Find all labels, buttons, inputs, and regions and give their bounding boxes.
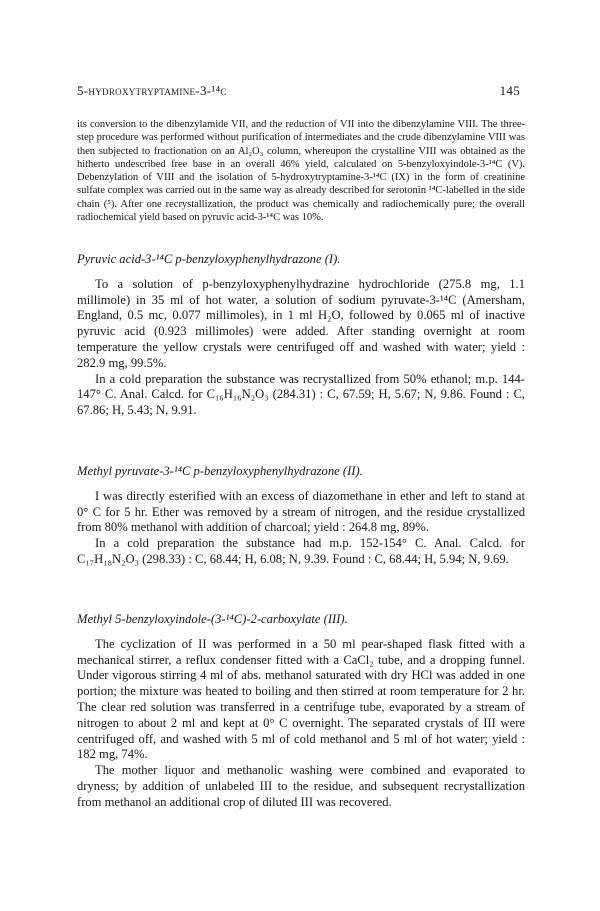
section-heading: Methyl pyruvate-3-¹⁴C p-benzyloxyphenylhydrazone (II). bbox=[77, 464, 363, 478]
abstract-block bbox=[77, 118, 525, 224]
section-heading: Pyruvic acid-3-¹⁴C p-benzyloxyphenylhydrazone (I). bbox=[77, 252, 341, 266]
running-header bbox=[77, 83, 520, 99]
paragraph: The cyclization of II was performed in a 50 ml pear-shaped flask fitted with a mechanical stirrer, a reflux condenser fitted with a CaCl₂ tube, and a dropping funnel. Under vigorous stirring 4 ml of abs. methanol saturated with dry HCl was added in one portion; the mixture was heated to boiling and then stirred at room temperature for 2 hr. The clear red solution was transferred in a centrifuge tube, evaporated by a stream of nitrogen to about 2 ml and kept at 0° C overnight. The separated crystals of III were centrifuged off, and washed with 5 ml of cold methanol and 5 ml of hot water; yield : 182 mg, 74%. bbox=[77, 636, 525, 762]
paragraph: In a cold preparation the substance was recrystallized from 50% ethanol; m.p. 144-147° C. Anal. Calcd. for C₁₆H₁₆N₂O₃ (284.31) : C, 67.59; H, 5.67; N, 9.86. Found : C, 67.86; H, 5.43; N, 9.91. bbox=[77, 371, 525, 418]
section-heading: Methyl 5-benzyloxyindole-(3-¹⁴C)-2-carboxylate (III). bbox=[77, 612, 348, 626]
running-title: 5-hydroxytryptamine-3-¹⁴c bbox=[77, 83, 227, 98]
paragraph: In a cold preparation the substance had m.p. 152-154° C. Anal. Calcd. for C₁₇H₁₈N₂O₃ (298.33) : C, 68.44; H, 6.08; N, 9.39. Found : C, 68.44; H, 5.94; N, 9.69. bbox=[77, 536, 525, 566]
section-pyruvic-acid-hydrazone bbox=[77, 252, 525, 419]
abstract-text: its conversion to the dibenzylamide VII, and the reduction of VII into the dibenzylamine VIII. The three-step procedure was performed without purification of intermediates and the crude dibenzylamine VIII was then subjected to fractionation on an Al₂O₃ column, whereupon the crystalline VIII was obtained as the hitherto undescribed free base in an overall 46% yield, calculated on 5-benzyloxyindole-3-¹⁴C (V). Debenzylation of VIII and the isolation of 5-hydroxytryptamine-3-¹⁴C (IX) in the form of creatinine sulfate complex was carried out in the same way as already described for serotonin ¹⁴C-labelled in the side chain (⁵). After one recrystallization, the product was chemically and radiochemically pure; the overall radiochemical yield based on pyruvic acid-3-¹⁴C was 10%. bbox=[77, 119, 525, 224]
paragraph: I was directly esterified with an excess of diazomethane in ether and left to stand at 0° C for 5 hr. Ether was removed by a stream of nitrogen, and the residue crystallized from 80% methanol with addition of charcoal; yield : 264.8 mg, 89%. bbox=[77, 488, 525, 535]
paragraph: To a solution of p-benzyloxyphenylhydrazine hydrochloride (275.8 mg, 1.1 millimole) in 35 ml of hot water, a solution of sodium pyruvate-3-¹⁴C (Amersham, England, 0.5 mc, 0.077 millimoles), in 1 ml H₂O, followed by 0.065 ml of inactive pyruvic acid (0.923 millimoles) were added. After standing overnight at room temperature the yellow crystals were centrifuged off and washed with water; yield : 282.9 mg, 99.5%. bbox=[77, 276, 525, 370]
section-methyl-indole-carboxylate bbox=[77, 612, 525, 811]
section-methyl-pyruvate-hydrazone bbox=[77, 464, 525, 568]
paragraph: The mother liquor and methanolic washing were combined and evaporated to dryness; by addition of unlabeled III to the residue, and subsequent recrystallization from methanol an additional crop of diluted III was recovered. bbox=[77, 763, 525, 809]
page-number: 145 bbox=[499, 83, 520, 98]
